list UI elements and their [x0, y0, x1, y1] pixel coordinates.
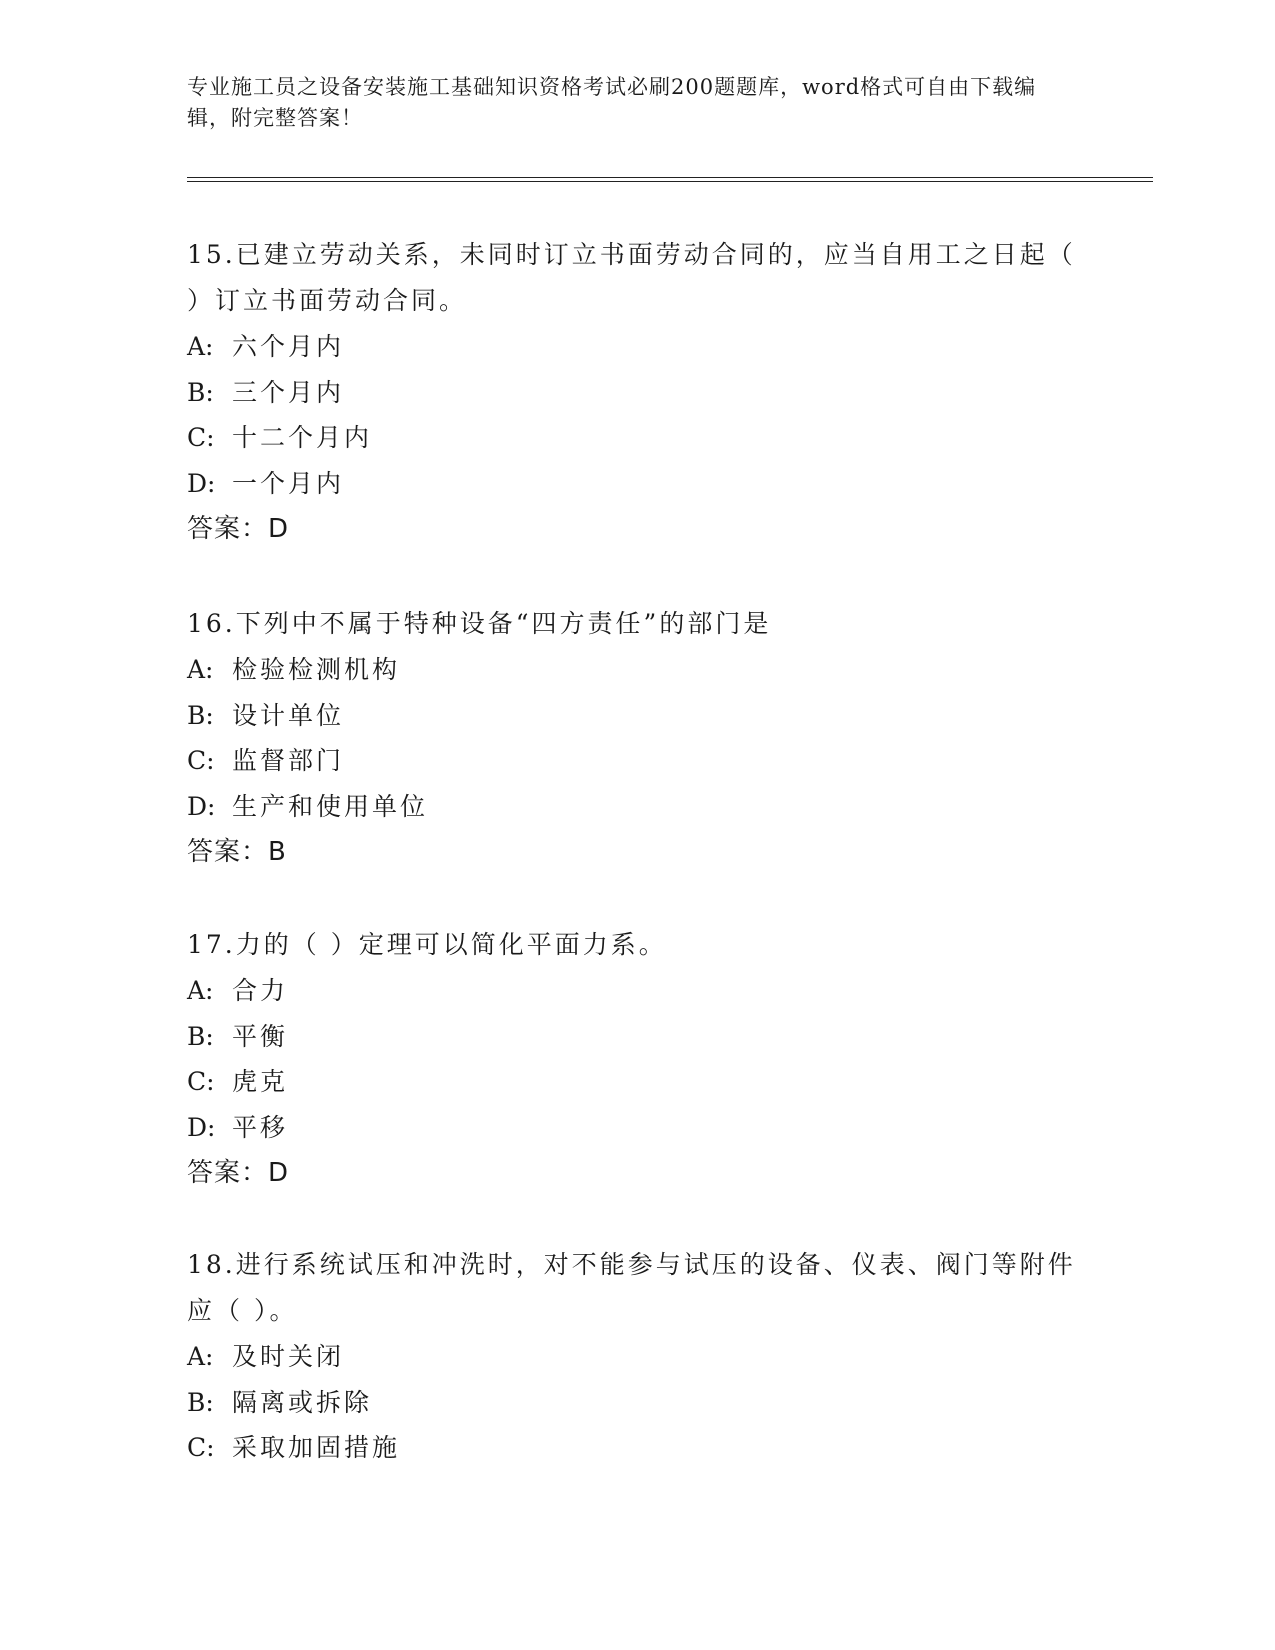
option-key: B: [187, 377, 214, 407]
option-key: A: [187, 332, 214, 361]
option-d [187, 1105, 1087, 1151]
option-text: 采取加固措施 [232, 1433, 401, 1462]
answer-line: 答案：B [187, 837, 287, 867]
header-divider-top [187, 177, 1153, 178]
option-key: C: [187, 746, 215, 775]
option-text: 平衡 [232, 1021, 289, 1051]
option-c [187, 415, 1087, 461]
option-text: 生产和使用单位 [232, 791, 429, 821]
option-d [187, 461, 1087, 507]
question-17 [187, 922, 1087, 1196]
question-stem: 17.力的（ ）定理可以简化平面力系。 [187, 930, 667, 959]
option-text: 三个月内 [232, 377, 345, 407]
option-key: C: [187, 1433, 215, 1462]
option-a [187, 968, 1087, 1014]
option-key: A: [187, 1342, 214, 1371]
option-key: B: [187, 1021, 214, 1051]
option-b [187, 693, 1087, 739]
option-b [187, 1014, 1087, 1060]
option-text: 合力 [232, 976, 289, 1005]
document-header: 专业施工员之设备安装施工基础知识资格考试必刷200题题库，word格式可自由下载编辑，附完整答案！ [187, 75, 1037, 130]
option-key: C: [187, 423, 215, 452]
option-text: 检验检测机构 [232, 655, 401, 684]
question-15 [187, 232, 1087, 552]
option-key: D: [187, 791, 216, 821]
option-text: 六个月内 [232, 332, 345, 361]
option-key: A: [187, 655, 214, 684]
question-18 [187, 1242, 1087, 1471]
option-a [187, 1334, 1087, 1380]
question-stem: 18.进行系统试压和冲洗时，对不能参与试压的设备、仪表、阀门等附件应（ ）。 [187, 1250, 1076, 1325]
option-text: 隔离或拆除 [232, 1387, 373, 1417]
option-b [187, 1380, 1087, 1426]
option-c [187, 1059, 1087, 1105]
option-key: D: [187, 468, 216, 498]
header-divider-bottom [187, 181, 1153, 182]
option-key: C: [187, 1067, 215, 1096]
option-text: 监督部门 [232, 746, 345, 775]
option-c [187, 738, 1087, 784]
option-a [187, 647, 1087, 693]
option-text: 虎克 [232, 1067, 289, 1096]
option-a [187, 324, 1087, 370]
option-key: D: [187, 1112, 216, 1142]
option-text: 十二个月内 [232, 423, 373, 452]
answer-line: 答案：D [187, 1158, 290, 1188]
option-b [187, 370, 1087, 416]
option-text: 及时关闭 [232, 1342, 345, 1371]
option-c [187, 1425, 1087, 1471]
question-stem: 16.下列中不属于特种设备“四方责任”的部门是 [187, 609, 772, 638]
option-text: 平移 [232, 1112, 289, 1142]
option-key: A: [187, 976, 214, 1005]
option-key: B: [187, 1387, 214, 1417]
question-stem: 15.已建立劳动关系，未同时订立书面劳动合同的，应当自用工之日起（ ）订立书面劳动合同。 [187, 240, 1076, 315]
answer-line: 答案：D [187, 514, 290, 544]
option-d [187, 784, 1087, 830]
option-key: B: [187, 700, 214, 730]
option-text: 设计单位 [232, 700, 345, 730]
option-text: 一个月内 [232, 468, 345, 498]
question-16 [187, 601, 1087, 875]
